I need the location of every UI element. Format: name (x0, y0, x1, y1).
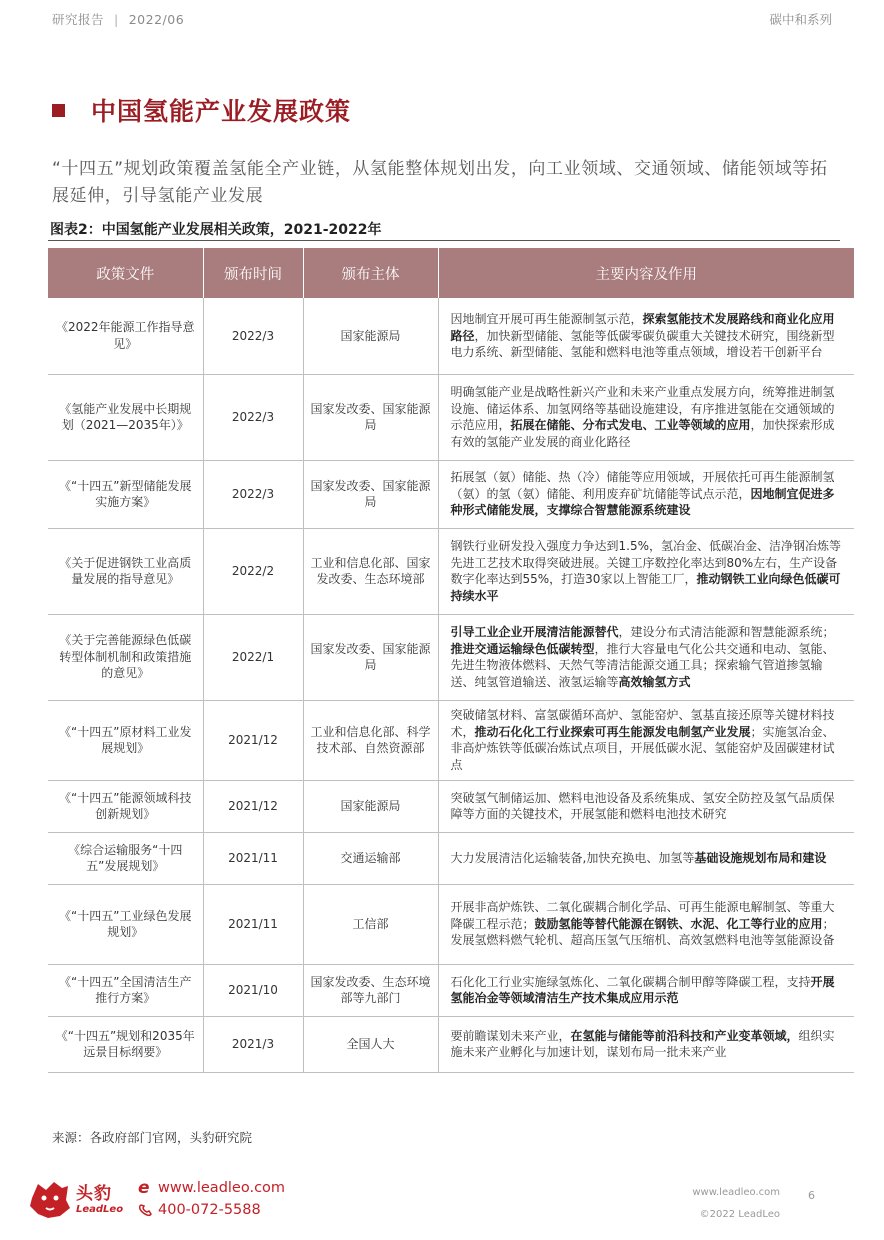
website-link[interactable]: www.leadleo.com (158, 1180, 286, 1196)
contact-info (138, 1177, 285, 1221)
table-row (48, 964, 854, 1016)
policy-document-cell: 《“十四五”新型储能发展实施方案》 (48, 460, 203, 528)
content-cell (438, 460, 854, 528)
table-row (48, 528, 854, 614)
issuer-cell: 工信部 (303, 884, 438, 964)
content-cell (438, 780, 854, 832)
content-text: ，加快探索形成有效的氢能产业发展的商业化路径 (450, 418, 835, 449)
phone-number: 400-072-5588 (158, 1202, 261, 1218)
footer-right (692, 1182, 780, 1226)
content-text: 组织实施未来产业孵化与加速计划，谋划布局一批未来产业 (450, 1028, 835, 1059)
content-highlight: 引导工业企业开展清洁能源替代 (450, 625, 619, 639)
header-separator: | (114, 12, 119, 27)
section-heading (52, 92, 351, 128)
content-highlight: 推动钢铁工业向绿色低碳可持续水平 (450, 572, 841, 603)
figure-caption: 图表2：中国氢能产业发展相关政策，2021-2022年 (50, 222, 382, 238)
square-bullet-icon (52, 104, 65, 117)
issue-date-cell: 2021/11 (203, 832, 303, 884)
issue-date-cell: 2021/11 (203, 884, 303, 964)
content-highlight: 高效输氢方式 (618, 674, 691, 689)
header-left (52, 10, 184, 30)
phone-icon (138, 1203, 154, 1217)
table-row (48, 298, 854, 374)
content-cell (438, 614, 854, 700)
issuer-cell: 工业和信息化部、科学技术部、自然资源部 (303, 700, 438, 780)
series-name: 碳中和系列 (769, 12, 832, 27)
column-header-issuer: 颁布主体 (303, 248, 438, 298)
logo-chinese: 头豹 (76, 1184, 112, 1204)
issue-date-cell: 2022/3 (203, 460, 303, 528)
footer-copyright: ©2022 LeadLeo (699, 1209, 780, 1220)
policy-document-cell: 《综合运输服务“十四五”发展规划》 (48, 832, 203, 884)
table-body (48, 298, 854, 1072)
policy-document-cell: 《关于促进钢铁工业高质量发展的指导意见》 (48, 528, 203, 614)
issuer-cell: 国家发改委、国家能源局 (303, 614, 438, 700)
content-text: 开展非高炉炼铁、二氧化碳耦合制化学品、可再生能源电解制氢、等重大降碳工程示范； (450, 900, 835, 931)
report-type: 研究报告 (52, 12, 105, 27)
content-cell (438, 964, 854, 1016)
policy-table (48, 248, 854, 1073)
footer-site: www.leadleo.com (692, 1187, 780, 1198)
issue-date-cell: 2022/2 (203, 528, 303, 614)
content-text: 因地制宜开展可再生能源制氢示范， (450, 312, 643, 326)
content-cell (438, 374, 854, 460)
content-text: ；发展氢燃料燃气轮机、超高压氢气压缩机、高效氢燃料电池等氢能源设备 (450, 916, 835, 948)
lead-paragraph: “十四五”规划政策覆盖氢能全产业链，从氢能整体规划出发，向工业领域、交通领域、储能领域等拓展延伸，引导氢能产业发展 (52, 159, 828, 206)
table-row (48, 460, 854, 528)
content-cell (438, 884, 854, 964)
content-text: 拓展氢（氨）储能、热（冷）储能等应用领域，开展依托可再生能源制氢（氨）的氢（氨）储能、利用废弃矿坑储能等试点示范， (450, 470, 835, 501)
issuer-cell: 工业和信息化部、国家发改委、生态环境部 (303, 528, 438, 614)
logo-english: LeadLeo (76, 1204, 124, 1215)
issuer-cell: 全国人大 (303, 1016, 438, 1072)
content-text: ；实施氢冶金、非高炉炼铁等低碳冶炼试点项目，开展低碳水泥、氢能窑炉及固碳建材试点 (450, 724, 835, 772)
source-note: 来源：各政府部门官网，头豹研究院 (52, 1130, 253, 1145)
content-highlight: 拓展在储能、分布式发电、工业等领域的应用 (510, 418, 751, 432)
table-row (48, 614, 854, 700)
content-highlight: 因地制宜促进多种形式储能发展，支撑综合智慧能源系统建设 (450, 486, 835, 518)
content-text: ，推行大容量电气化公共交通和电动、氢能、先进生物液体燃料、天然气等清洁能源交通工具；探索输气管道掺氢输送、纯氢管道输送、液氢运输等 (450, 641, 835, 689)
content-highlight: 探索氢能技术发展路线和商业化应用路径 (450, 312, 835, 343)
content-text: 突破储氢材料、富氢碳循环高炉、氢能窑炉、氢基直接还原等关键材料技术， (450, 708, 835, 739)
content-text: 突破氢气制储运加、燃料电池设备及系统集成、氢安全防控及氢气品质保障等方面的关键技术，开展氢能和燃料电池技术研究 (450, 790, 835, 821)
policy-document-cell: 《“十四五”规划和2035年远景目标纲要》 (48, 1016, 203, 1072)
table-row (48, 780, 854, 832)
content-highlight: 开展氢能冶金等领域清洁生产技术集成应用示范 (450, 974, 835, 1005)
content-text: 明确氢能产业是战略性新兴产业和未来产业重点发展方向，统筹推进制氢设施、储运体系、加氢网络等基础设施建设，有序推进氢能在交通领域的示范应用， (450, 385, 835, 432)
policy-document-cell: 《“十四五”全国清洁生产推行方案》 (48, 964, 203, 1016)
issue-date-cell: 2022/3 (203, 298, 303, 374)
content-text: 钢铁行业研发投入强度力争达到1.5%，氢冶金、低碳冶金、洁净钢冶炼等先进工艺技术取得突破进展。关键工序数控化率达到80%左右，生产设备数字化率达到55%，打造30家以上智能工厂， (450, 539, 841, 586)
policy-document-cell: 《“十四五”工业绿色发展规划》 (48, 884, 203, 964)
issue-date-cell: 2021/3 (203, 1016, 303, 1072)
leadleo-logo (28, 1176, 128, 1226)
column-header-date: 颁布时间 (203, 248, 303, 298)
content-highlight: 推进交通运输绿色低碳转型 (450, 641, 595, 656)
content-highlight: 在氢能与储能等前沿科技和产业变革领域， (570, 1028, 799, 1043)
issue-date-cell: 2021/12 (203, 700, 303, 780)
content-highlight: 推动石化化工行业探索可再生能源发电制氢产业发展 (474, 724, 751, 739)
content-cell (438, 1016, 854, 1072)
ie-icon: e (138, 1178, 150, 1198)
column-header-doc: 政策文件 (48, 248, 203, 298)
content-text: 要前瞻谋划未来产业， (450, 1028, 571, 1043)
content-cell (438, 528, 854, 614)
table-header-row (48, 248, 854, 298)
report-date: 2022/06 (128, 12, 185, 27)
issue-date-cell: 2021/10 (203, 964, 303, 1016)
issue-date-cell: 2022/3 (203, 374, 303, 460)
issuer-cell: 国家发改委、国家能源局 (303, 374, 438, 460)
table-row (48, 884, 854, 964)
issue-date-cell: 2022/1 (203, 614, 303, 700)
content-text: 大力发展清洁化运输装备,加快充换电、加氢等 (450, 850, 695, 865)
policy-document-cell: 《氢能产业发展中长期规划（2021—2035年）》 (48, 374, 203, 460)
content-text: ，建设分布式清洁能源和智慧能源系统； (618, 625, 835, 639)
issue-date-cell: 2021/12 (203, 780, 303, 832)
table-row (48, 374, 854, 460)
leopard-head-icon (28, 1178, 72, 1220)
content-cell (438, 298, 854, 374)
column-header-content: 主要内容及作用 (438, 248, 854, 298)
issuer-cell: 国家能源局 (303, 780, 438, 832)
caption-divider (48, 240, 840, 241)
issuer-cell: 交通运输部 (303, 832, 438, 884)
table-row (48, 1016, 854, 1072)
issuer-cell: 国家发改委、国家能源局 (303, 460, 438, 528)
issuer-cell: 国家能源局 (303, 298, 438, 374)
table-row (48, 700, 854, 780)
content-cell (438, 832, 854, 884)
policy-document-cell: 《2022年能源工作指导意见》 (48, 298, 203, 374)
page-number: 6 (808, 1189, 815, 1202)
page-header (52, 10, 832, 30)
policy-document-cell: 《关于完善能源绿色低碳转型体制机制和政策措施的意见》 (48, 614, 203, 700)
policy-document-cell: 《“十四五”能源领域科技创新规划》 (48, 780, 203, 832)
content-highlight: 基础设施规划布局和建设 (694, 850, 827, 865)
page-title: 中国氢能产业发展政策 (91, 97, 352, 126)
content-highlight: 鼓励氢能等替代能源在钢铁、水泥、化工等行业的应用 (534, 916, 823, 931)
content-text: 石化化工行业实施绿氢炼化、二氧化碳耦合制甲醇等降碳工程，支持 (450, 974, 811, 989)
table-row (48, 832, 854, 884)
content-cell (438, 700, 854, 780)
content-text: ，加快新型储能、氢能等低碳零碳负碳重大关键技术研究，围绕新型电力系统、新型储能、氢能和燃料电池等重点领域，增设若干创新平台 (450, 328, 835, 359)
issuer-cell: 国家发改委、生态环境部等九部门 (303, 964, 438, 1016)
policy-document-cell: 《“十四五”原材料工业发展规划》 (48, 700, 203, 780)
